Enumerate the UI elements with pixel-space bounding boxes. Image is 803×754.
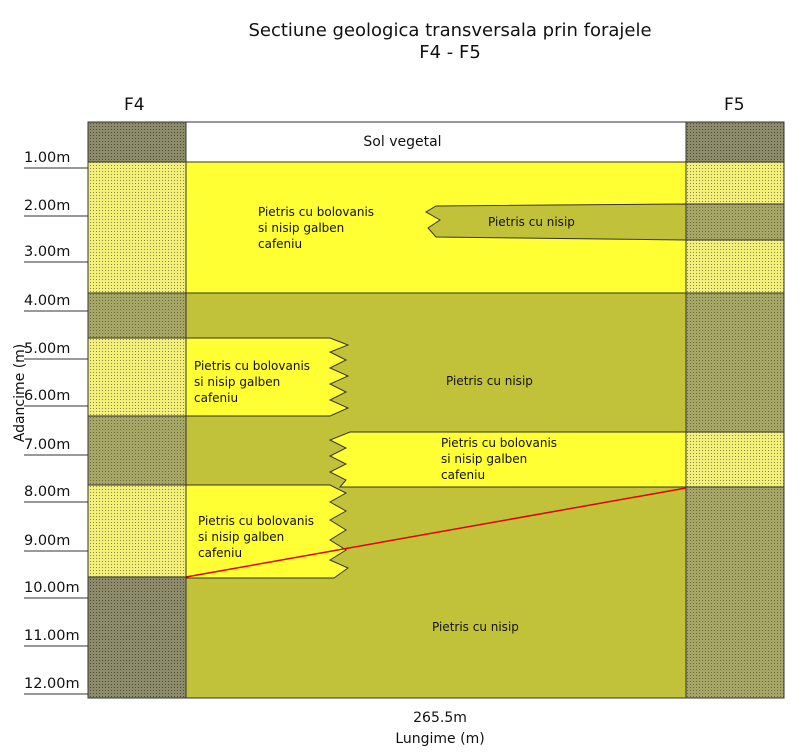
diagram-title: Sectiune geologica transversala prin forajele xyxy=(248,20,652,41)
layer-label-gravel-sand-lens: Pietris cu nisip xyxy=(488,215,575,229)
well-label-f4: F4 xyxy=(124,95,145,115)
layer-label-sol: Sol vegetal xyxy=(363,134,442,150)
depth-axis-label: Adancime (m) xyxy=(12,343,28,443)
layer-label-gravel-sand-bottom: Pietris cu nisip xyxy=(432,620,519,634)
layer-label-gravel-sand-mid: Pietris cu nisip xyxy=(446,374,533,388)
well-column-f5 xyxy=(686,122,784,698)
depth-tick-label: 3.00m xyxy=(24,244,71,260)
length-axis-label: Lungime (m) xyxy=(395,731,485,747)
diagram-subtitle: F4 - F5 xyxy=(419,42,481,63)
distance-label: 265.5m xyxy=(413,710,467,726)
depth-tick-label: 11.00m xyxy=(24,628,80,644)
depth-tick-label: 7.00m xyxy=(24,437,71,453)
layer-label-gravel-boulders-1: Pietris cu bolovanis si nisip galben cafeniu xyxy=(258,205,375,251)
well-label-f5: F5 xyxy=(724,95,745,115)
depth-tick-label: 1.00m xyxy=(24,150,71,166)
depth-tick-label: 2.00m xyxy=(24,198,71,214)
layer-label-gravel-boulders-4: Pietris cu bolovanis si nisip galben cafeniu xyxy=(198,514,315,560)
well-column-f4 xyxy=(88,122,186,698)
depth-tick-label: 9.00m xyxy=(24,533,71,549)
depth-tick-label: 12.00m xyxy=(24,676,80,692)
depth-tick-label: 8.00m xyxy=(24,484,71,500)
depth-tick-label: 6.00m xyxy=(24,388,71,404)
depth-tick-label: 4.00m xyxy=(24,293,71,309)
depth-tick-label: 10.00m xyxy=(24,580,80,596)
depth-tick-label: 5.00m xyxy=(24,341,71,357)
layer-label-gravel-boulders-2: Pietris cu bolovanis si nisip galben cafeniu xyxy=(194,359,311,405)
layer-label-gravel-boulders-3: Pietris cu bolovanis si nisip galben cafeniu xyxy=(441,436,558,482)
